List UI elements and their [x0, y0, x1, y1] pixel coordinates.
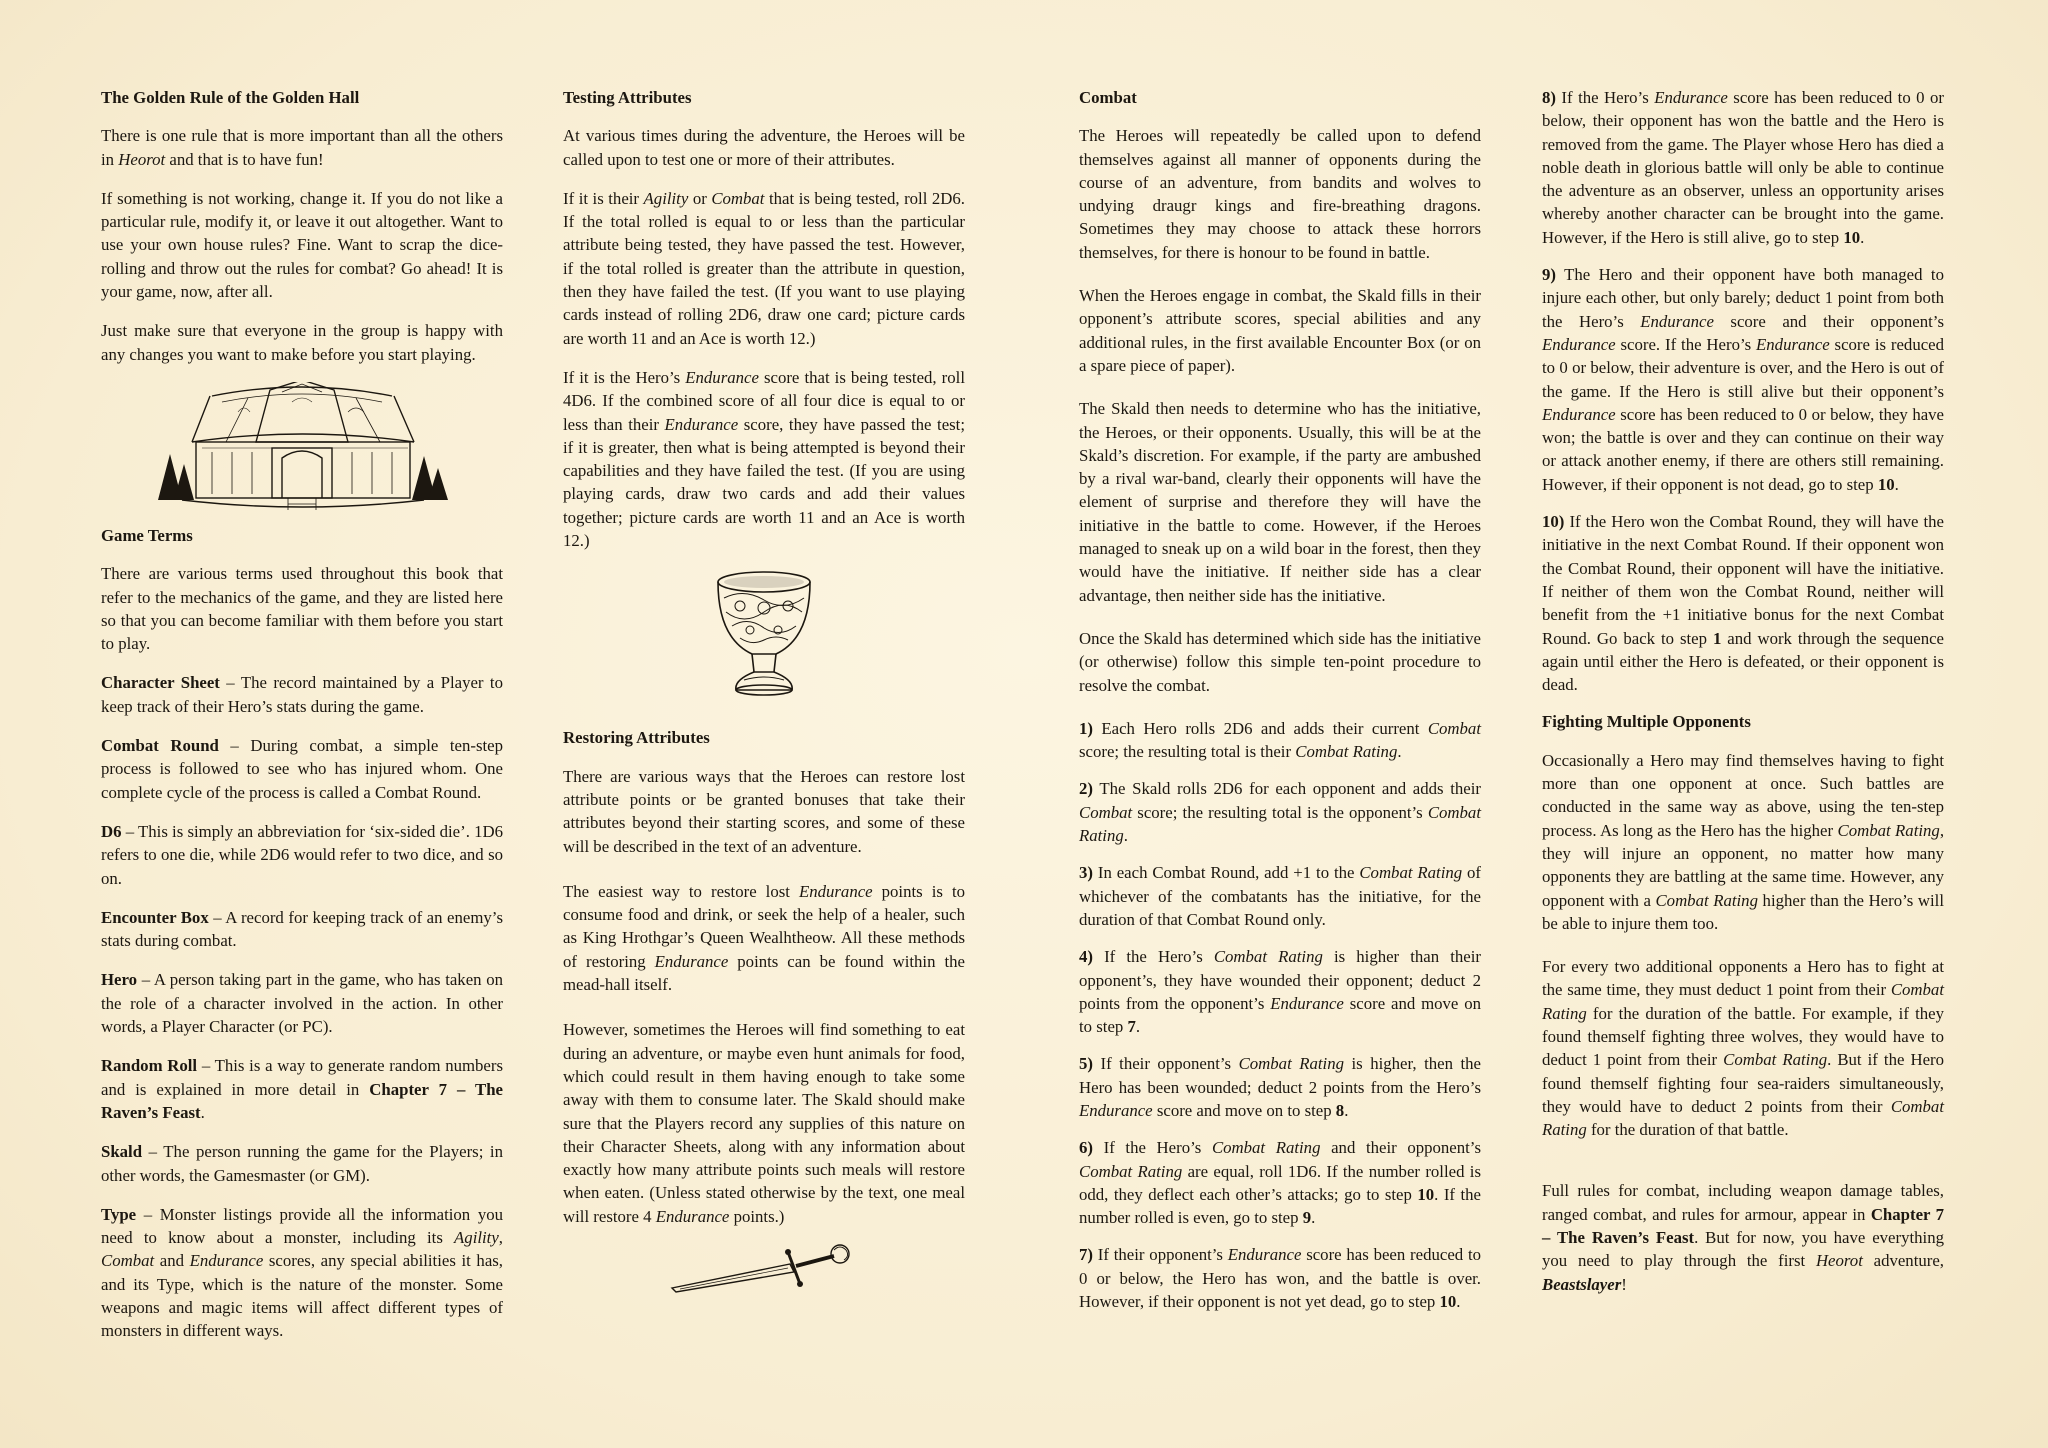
term-character-sheet: Character Sheet – The record maintained by a Player to keep track of their Hero’s stats during the game.	[101, 673, 503, 716]
combat-step-9: 9) The Hero and their opponent have both managed to injure each other, but only barely; deduct 1 point from both the Hero’s Endurance score and their opponent’s Endurance score. If the Hero’s Endurance score is reduced to 0 or below, their adventure is over, and the Hero is out of the game. If the Hero is still alive but their opponent’s Endurance score has been reduced to 0 or below, they have won; the battle is over and they can continue on their way or attack another enemy, if there are others still remaining. However, if their opponent is not dead, go to step 10.	[1542, 265, 1944, 494]
column-1	[101, 86, 503, 1359]
combat-step-8: 8) If the Hero’s Endurance score has been reduced to 0 or below, their opponent has won the battle and the Hero is removed from the game. The Player whose Hero has died a noble death in glorious battle will only be able to continue the adventure as an observer, unless an opportunity arises whereby another character can be brought into the game. However, if the Hero is still alive, go to step 10.	[1542, 88, 1944, 247]
column-4	[1542, 86, 1944, 1312]
combat-step-1: 1) Each Hero rolls 2D6 and adds their current Combat score; the resulting total is their Combat Rating.	[1079, 718, 1481, 762]
testing-paragraph-3: If it is the Hero’s Endurance score that is being tested, roll 4D6. If the combined score of all four dice is equal to or less than their Endurance score, they have passed the test; if it is greater, then what is being attempted is beyond their capabilities and they have failed the test. (If you are using playing cards, draw two cards and add their values together; picture cards are worth 11 and an Ace is worth 12.)	[563, 367, 965, 551]
multiple-opponents-heading: Fighting Multiple Opponents	[1542, 712, 1751, 732]
term-d6: D6 – This is simply an abbreviation for ‘six-sided die’. 1D6 refers to one die, while 2D6 would refer to two dice, and so on.	[101, 821, 503, 888]
game-terms-heading: Game Terms	[101, 525, 193, 545]
term-skald: Skald – The person running the game for the Players; in other words, the Gamesmaster (or GM).	[101, 1142, 503, 1185]
combat-step-2: 2) The Skald rolls 2D6 for each opponent and adds their Combat score; the resulting total is the opponent’s Combat Rating.	[1079, 779, 1481, 846]
combat-paragraph-2: When the Heroes engage in combat, the Skald fills in their opponent’s attribute scores, special abilities and any additional rules, in the first available Encounter Box (or on a spare piece of paper).	[1079, 286, 1481, 375]
term-random-roll: Random Roll – This is a way to generate random numbers and is explained in more detail in Chapter 7 – The Raven’s Feast.	[101, 1056, 504, 1122]
sword-illustration	[664, 1240, 864, 1300]
testing-paragraph-2: If it is their Agility or Combat that is being tested, roll 2D6. If the total rolled is equal to or less than the particular attribute being tested, they have passed the test. However, if the total rolled is greater than the attribute in question, then they have failed the test. (If you want to use playing cards instead of rolling 2D6, draw one card; picture cards are worth 11 and an Ace is worth 12.)	[563, 188, 965, 348]
golden-rule-paragraph-3: Just make sure that everyone in the group is happy with any changes you want to make before you start playing.	[101, 321, 503, 364]
testing-paragraph-1: At various times during the adventure, the Heroes will be called upon to test one or more of their attributes.	[563, 126, 965, 169]
combat-step-5: 5) If their opponent’s Combat Rating is higher, then the Hero has been wounded; deduct 2 points from the Hero’s Endurance score and move on to step 8.	[1079, 1054, 1482, 1120]
full-rules-paragraph: Full rules for combat, including weapon damage tables, ranged combat, and rules for armour, appear in Chapter 7 – The Raven’s Feast. But for now, you have everything you need to play through the first Heorot adventure, Beastslayer!	[1542, 1181, 1944, 1294]
game-terms-intro: There are various terms used throughout this book that refer to the mechanics of the game, and they are listed here so that you can become familiar with them before you start to play.	[101, 564, 503, 654]
testing-attributes-heading: Testing Attributes	[563, 88, 692, 107]
golden-rule-paragraph-2: If something is not working, change it. If you do not like a particular rule, modify it, or leave it out altogether. Want to use your own house rules? Fine. Want to scrap the dice-rolling and throw out the rules for combat? Go ahead! It is your game, now, after all.	[101, 188, 503, 302]
restoring-paragraph-1: There are various ways that the Heroes can restore lost attribute points or be granted bonuses that take their attributes beyond their starting scores, and some of these will be described in the text of an adventure.	[563, 766, 965, 856]
combat-paragraph-1: The Heroes will repeatedly be called upon to defend themselves against all manner of opponents during the course of an adventure, from bandits and wolves to undying draugr kings and fire-breathing dragons. Sometimes they may choose to attack these horrors themselves, for there is honour to be found in battle.	[1079, 126, 1481, 262]
restoring-paragraph-2: The easiest way to restore lost Endurance points is to consume food and drink, or seek the help of a healer, such as King Hrothgar’s Queen Wealhtheow. All these methods of restoring Endurance points can be found within the mead-hall itself.	[563, 881, 965, 995]
multiple-opponents-paragraph-2: For every two additional opponents a Hero has to fight at the same time, they must deduct 1 point from their Combat Rating for the duration of the battle. For example, if they found themself fighting three wolves, they would have to deduct 1 point from their Combat Rating. But if the Hero found themself fighting four sea-raiders simultaneously, they would have to deduct 2 points from their Combat Rating for the duration of that battle.	[1542, 957, 1944, 1140]
combat-paragraph-4: Once the Skald has determined which side has the initiative (or otherwise) follow this simple ten-point procedure to resolve the combat.	[1079, 628, 1481, 695]
mead-hall-illustration	[152, 382, 452, 514]
combat-heading: Combat	[1079, 88, 1137, 107]
combat-paragraph-3: The Skald then needs to determine who has the initiative, the Heroes, or their opponents. Usually, this will be at the Skald’s discretion. For example, if the party are ambushed by a rival war-band, clearly their opponents will have the element of surprise and therefore they will have the initiative in the battle to come. However, if the Heroes managed to sneak up on a wild boar in the forest, then they would have the initiative. If neither side has a clear advantage, then neither side has the initiative.	[1079, 399, 1481, 605]
multiple-opponents-paragraph-1: Occasionally a Hero may find themselves having to fight more than one opponent at once. Such battles are conducted in the same way as above, using the ten-step process. As long as the Hero has the higher Combat Rating, they will injure an opponent, no matter how many opponents they are battling at the same time. However, any opponent with a Combat Rating higher than the Hero’s will be able to injure them too.	[1542, 750, 1945, 933]
term-hero: Hero – A person taking part in the game, who has taken on the role of a character involved in the action. In other words, a Player Character (or PC).	[101, 970, 503, 1037]
combat-step-10: 10) If the Hero won the Combat Round, they will have the initiative in the next Combat Round. If their opponent won the Combat Round, their opponent will have the initiative. If neither of them won the Combat Round, neither will benefit from the +1 initiative bonus for the next Combat Round. Go back to step 1 and work through the sequence again until either the Hero is defeated, or their opponent is dead.	[1542, 512, 1944, 695]
restoring-paragraph-3: However, sometimes the Heroes will find something to eat during an adventure, or maybe even hunt animals for food, which could result in them having enough to take some away with them to consume later. The Skald should make sure that the Players record any supplies of this nature on their Character Sheets, along with any information about exactly how many attribute points such meals will restore when eaten. (Unless stated otherwise by the text, one meal will restore 4 Endurance points.)	[563, 1020, 965, 1226]
restoring-attributes-heading: Restoring Attributes	[563, 728, 710, 748]
combat-step-3: 3) In each Combat Round, add +1 to the Combat Rating of whichever of the combatants has the initiative, for the duration of that Combat Round only.	[1079, 863, 1481, 929]
term-combat-round: Combat Round – During combat, a simple ten-step process is followed to see who has injured whom. One complete cycle of the process is called a Combat Round.	[101, 736, 503, 802]
combat-step-6: 6) If the Hero’s Combat Rating and their opponent’s Combat Rating are equal, roll 1D6. If the number rolled is odd, they deflect each other’s attacks; go to step 10. If the number rolled is even, go to step 9.	[1079, 1138, 1481, 1228]
column-3	[1079, 86, 1481, 1327]
term-encounter-box: Encounter Box – A record for keeping track of an enemy’s stats during combat.	[101, 907, 503, 951]
column-2	[563, 86, 965, 1300]
combat-step-7: 7) If their opponent’s Endurance score has been reduced to 0 or below, the Hero has won, and the battle is over. However, if their opponent is not yet dead, go to step 10.	[1079, 1245, 1482, 1312]
golden-rule-paragraph-1: There is one rule that is more important than all the others in Heorot and that is to have fun!	[101, 126, 503, 169]
golden-rule-heading: The Golden Rule of the Golden Hall	[101, 88, 360, 107]
chalice-illustration	[704, 568, 824, 700]
combat-step-4: 4) If the Hero’s Combat Rating is higher than their opponent’s, they have wounded their opponent; deduct 2 points from the opponent’s Endurance score and move on to step 7.	[1079, 947, 1482, 1037]
term-type: Type – Monster listings provide all the information you need to know about a monster, including its Agility, Combat and Endurance scores, any special abilities it has, and its Type, which is the nature of the monster. Some weapons and magic items will affect different types of monsters in different ways.	[101, 1204, 503, 1341]
